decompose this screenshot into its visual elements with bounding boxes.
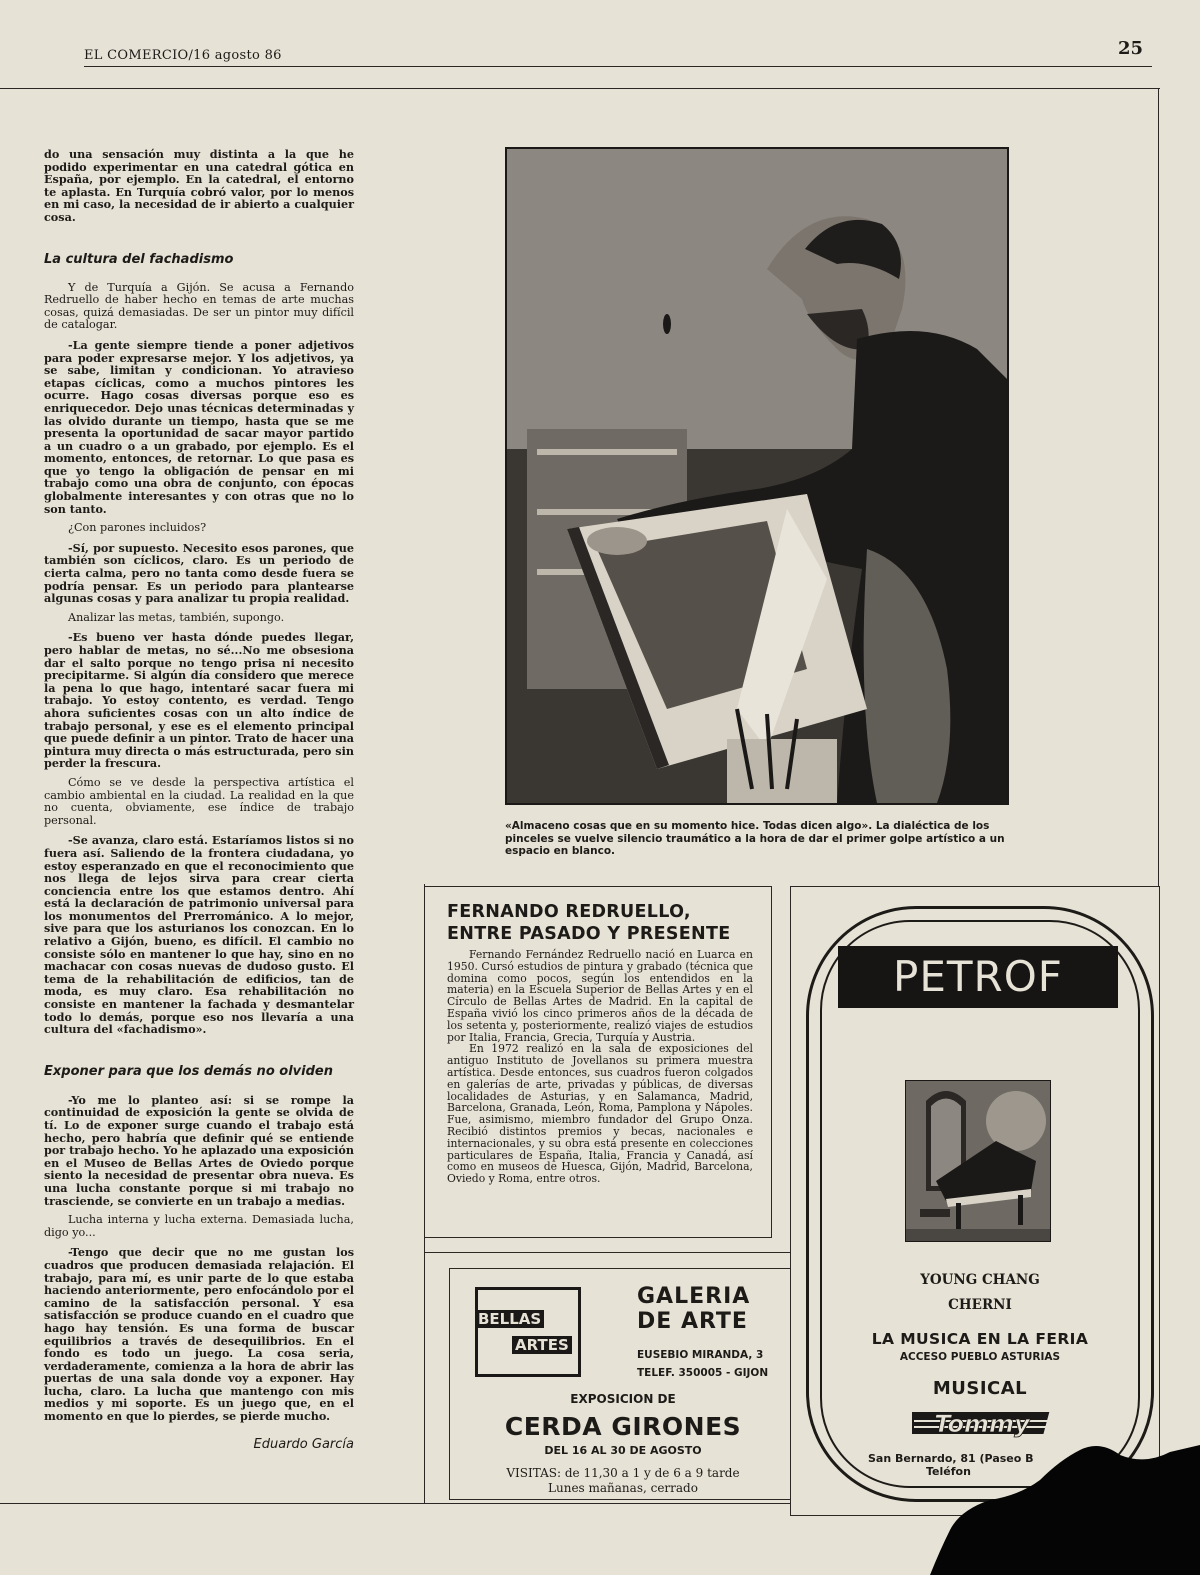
article-frame-bottom <box>0 1503 424 1504</box>
subheading-fachadismo: La cultura del fachadismo <box>44 251 234 267</box>
bio-paragraph: Fernando Fernández Redruello nació en Luarca en 1950. Cursó estudios de pintura y grabado (técnica que domina como pocos, según los entendidos en la materia) en la Escuela Superior de Bellas Artes y en el Círculo de Bellas Artes de Madrid. En la capital de España vivió los cinco primeros años de la década de los setenta y, posteriormente, realizó viajes de estudios por Italia, Francia, Grecia, Turquía y Austria. <box>447 948 753 1044</box>
header-rule <box>84 66 1152 67</box>
painter-at-easel-illustration <box>507 149 1007 803</box>
store-phone: Teléfon <box>926 1465 971 1478</box>
logo-text-bellas: BELLAS <box>475 1310 544 1328</box>
tommy-logo <box>912 1402 1052 1442</box>
gallery-phone: TELEF. 350005 - GIJON <box>637 1367 769 1379</box>
article-answer: -Se avanza, claro está. Estaríamos listos si no fuera así. Saliendo de la frontera ciudadana, yo estoy esperanzado en que el reconocimiento que nos llega de lejos sirva para crear cierta conciencia entre los que estamos dentro. Ahí está la declaración de patrimonio universal para los monumentos del Prerrománico. A lo mejor, sive para que los asturianos los conozcan. En lo relativo a Gijón, bueno, es difícil. El cambio no consiste sólo en mantener lo que hay, sino en no machacar con cosas nuevas de dudoso gusto. El tema de la rehabilitación de edificios, tan de moda, es muy claro. Esa rehabilitación no consiste en mantener la fachada y desmantelar todo lo demás, porque eso nos llevaría a una cultura del «fachadismo». <box>44 833 354 1037</box>
article-question: Analizar las metas, también, supongo. <box>68 610 285 624</box>
artist-photo <box>505 147 1009 805</box>
article-column <box>44 148 354 1451</box>
tommy-logo-text: Tommy <box>934 1410 1030 1438</box>
bio-paragraph: En 1972 realizó en la sala de exposiciones del antiguo Instituto de Jovellanos su primera muestra artística. Desde entonces, sus cuadros fueron colgados en galerías de arte, privadas y públicas, de diversas localidades de Asturias, y en Salamanca, Madrid, Barcelona, Granada, León, Roma, Pamplona y Nápoles. Fue, asimismo, miembro fundador del Grupo Onza. Recibió distintos premios y becas, nacionales e internacionales, y su obra está presente en colecciones particulares de España, Italia, Francia y Canadá, así como en museos de Huesca, Gijón, Madrid, Barcelona, Oviedo y Roma, entre otros. <box>447 1042 753 1186</box>
article-frame-top <box>0 88 1160 89</box>
brand-young-chang: YOUNG CHANG <box>920 1272 1040 1288</box>
bellas-artes-logo <box>475 1287 581 1377</box>
closed-notice: Lunes mañanas, cerrado <box>548 1481 698 1495</box>
store-address: San Bernardo, 81 (Paseo B <box>868 1452 1034 1465</box>
store-name-musical: MUSICAL <box>932 1378 1028 1399</box>
gallery-contact <box>637 1346 768 1382</box>
tommy-logo-graphic <box>912 1402 1052 1442</box>
piano-ad-slogan: LA MUSICA EN LA FERIA <box>871 1330 1089 1348</box>
piano-photo <box>905 1080 1051 1242</box>
grand-piano-illustration <box>906 1081 1050 1241</box>
bio-box <box>424 886 772 1238</box>
article-answer: -Es bueno ver hasta dónde puedes llegar, pero hablar de metas, no sé...No me obsesiona dar el salto porque no tengo prisa ni necesito precipitarme. Si algún día considero que merece la pena lo que hago, intentaré sacar fuera mi trabajo. Yo estoy contento, es verdad. Tengo ahora suficientes cosas con un alto índice de trabajo personal, y ese es el elemento principal que puede definir a un pintor. Trato de hacer una pintura muy directa o más estructurada, pero sin perder la frescura. <box>44 630 354 771</box>
exhibition-dates: DEL 16 AL 30 DE AGOSTO <box>544 1444 702 1457</box>
logo-text-artes: ARTES <box>512 1336 572 1354</box>
gallery-title <box>637 1284 750 1334</box>
subheading-exponer: Exponer para que los demás no olviden <box>44 1063 333 1079</box>
exhibition-hours <box>449 1466 797 1496</box>
exhibition-artist: CERDA GIRONES <box>504 1412 742 1441</box>
gallery-address: EUSEBIO MIRANDA, 3 <box>637 1349 764 1361</box>
publication-date: EL COMERCIO/16 agosto 86 <box>84 48 282 63</box>
visiting-hours: VISITAS: de 11,30 a 1 y de 6 a 9 tarde <box>506 1466 740 1480</box>
gallery-title-line1: GALERIA <box>637 1284 751 1309</box>
torn-corner-shape <box>930 1440 1200 1575</box>
article-question: Cómo se ve desde la perspectiva artística el cambio ambiental en la ciudad. La realidad en la que no cuenta, obviamente, ese índice de trabajo personal. <box>44 775 354 827</box>
gallery-title-line2: DE ARTE <box>637 1309 748 1334</box>
article-question: Y de Turquía a Gijón. Se acusa a Fernando Redruello de haber hecho en temas de arte muchas cosas, quizá demasiadas. De ser un pintor muy difícil de catalogar. <box>44 280 354 332</box>
article-question: Lucha interna y lucha externa. Demasiada lucha, digo yo... <box>44 1213 354 1239</box>
bio-title <box>447 901 753 945</box>
article-frame-right <box>1158 88 1159 886</box>
page-number: 25 <box>1118 38 1144 59</box>
petrof-brand-banner: PETROF <box>838 946 1118 1008</box>
article-answer: -La gente siempre tiende a poner adjetivos para poder expresarse mejor. Y los adjetivos, ya se sabe, limitan y condicionan. Yo atravieso etapas cíclicas, como a muchos pintores les ocurre. Hago cosas diversas porque eso es enriquecedor. Dejo unas técnicas determinadas y las olvido durante un tiempo, hasta que se me presenta la oportunidad de sacar mayor partido a un cuadro o a un grabado, por ejemplo. Es el momento, entonces, de retornar. Lo que pasa es que yo tengo la obligación de pensar en mi trabajo como una obra de conjunto, con épocas globalmente interesantes y con otras que no lo son tanto. <box>44 337 354 516</box>
author-signature: Eduardo García <box>253 1436 354 1452</box>
article-answer: -Yo me lo planteo así: si se rompe la continuidad de exposición la gente se olvida de tí. Lo de exponer surge cuando el trabajo está hecho, pero habría que definir qué se entiende por trabajo hecho. Yo he aplazado una exposición en el Museo de Bellas Artes de Oviedo porque siento la necesidad de presentar obra nueva. Es una lucha constante porque si mi trabajo no trasciende, se convierte en un trabajo a medias. <box>44 1092 354 1208</box>
bio-title-line2: ENTRE PASADO Y PRESENTE <box>447 924 731 944</box>
article-paragraph: do una sensación muy distinta a la que he podido experimentar en una catedral gótica en España, por ejemplo. En la catedral, el entorno te aplasta. En Turquía cobró valor, por lo menos en mi caso, la necesidad de ir abierto a cualquier cosa. <box>44 147 354 224</box>
photo-caption: «Almaceno cosas que en su momento hice. Todas dicen algo». La dialéctica de los pinceles se vuelve silencio traumático a la hora de dar el primer golpe artístico a un espacio en blanco. <box>505 820 1005 857</box>
article-answer: -Tengo que decir que no me gustan los cuadros que producen demasiada relajación. El trabajo, para mí, es unir parte de lo que estaba haciendo anteriormente, pero enfocándolo por el camino de la satisfacción personal. Y esa satisfacción se produce cuando en el cuadro que hago hay tensión. Es una forma de buscar equilibrios a través de desequilibrios. En el fondo es todo un juego. La cosa seria, verdaderamente, comienza a la hora de abrir las puertas de una sala donde voy a exponer. Hay lucha, claro. La lucha que mantengo con mis medios y mi soporte. Es un juego que, en el momento en que lo pierdes, se pierde mucho. <box>44 1245 354 1424</box>
bio-title-line1: FERNANDO REDRUELLO, <box>447 902 691 922</box>
piano-ad-access: ACCESO PUEBLO ASTURIAS <box>899 1351 1061 1363</box>
brand-cherni: CHERNI <box>948 1297 1012 1313</box>
article-question: ¿Con parones incluidos? <box>68 521 207 535</box>
exhibition-label: EXPOSICION DE <box>570 1392 676 1406</box>
article-answer: -Sí, por supuesto. Necesito esos parones, que también son cíclicos, claro. Es un periodo de cierta calma, pero no tanta como desde fuera se podría pensar. Es un periodo para plantearse algunas cosas y para analizar tu propia realidad. <box>44 540 354 606</box>
